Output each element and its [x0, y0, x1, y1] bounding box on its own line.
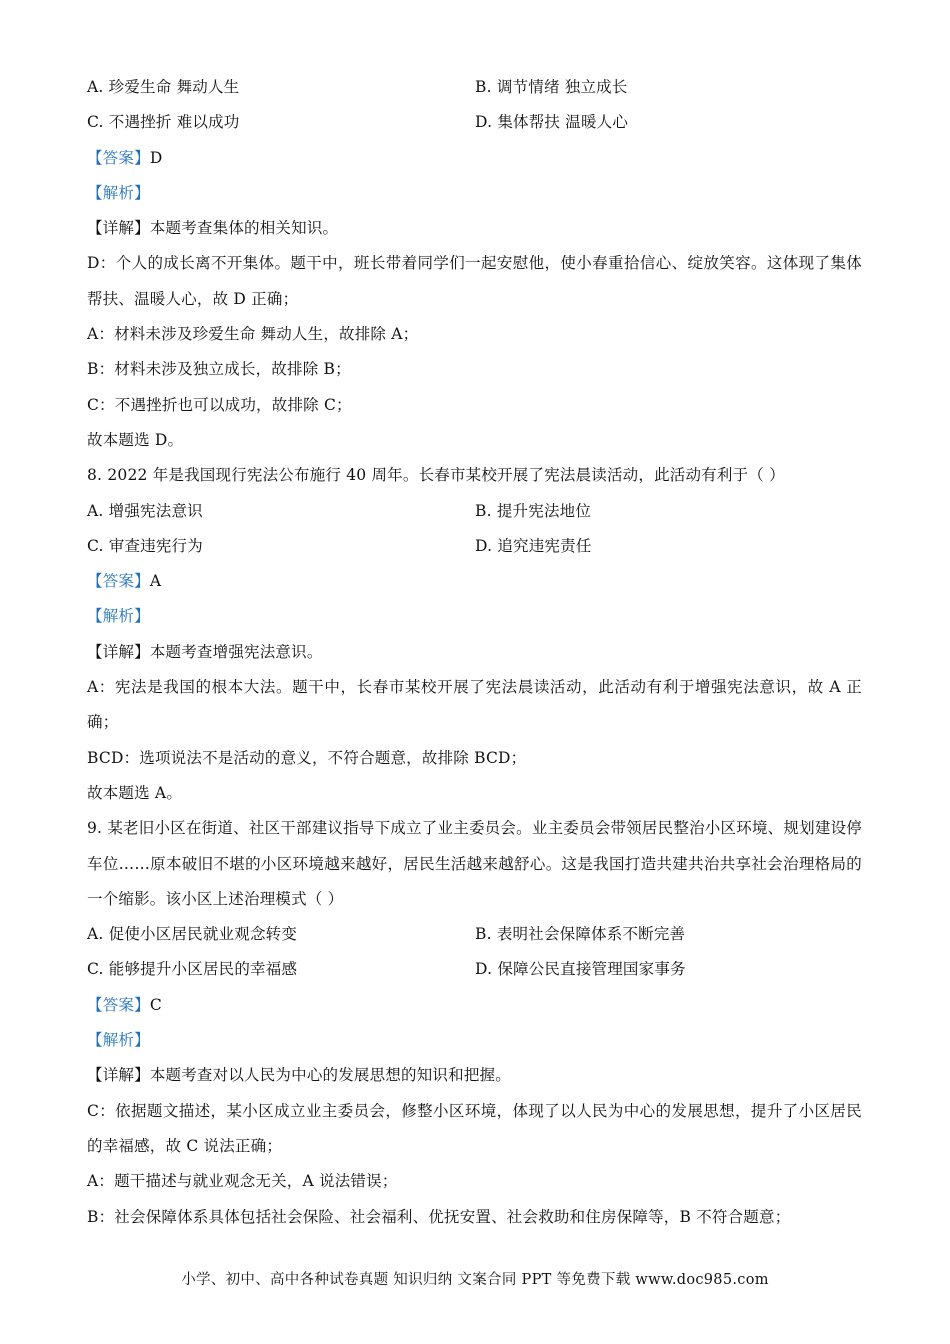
q8-option-d: D. 追究违宪责任: [475, 536, 592, 555]
q7-option-b: B. 调节情绪 独立成长: [475, 78, 628, 96]
analysis-tag: 【解析】: [87, 183, 150, 202]
q7-answer: [87, 141, 862, 176]
q9-option-a: A. 促使小区居民就业观念转变: [87, 925, 298, 944]
q7-option-d: D. 集体帮扶 温暖人心: [475, 113, 629, 132]
q7-explanation-c: C：不遇挫折也可以成功，故排除 C；: [87, 395, 352, 414]
q8-explanation-a: A：宪法是我国的根本大法。题干中，长春市某校开展了宪法晨读活动，此活动有利于增强宪法意识，故 A 正确；: [87, 678, 862, 732]
q9-option-b: B. 表明社会保障体系不断完善: [475, 925, 686, 944]
q7-explanation-b: B：材料未涉及独立成长，故排除 B；: [87, 360, 351, 379]
q9-detail: [87, 1058, 862, 1093]
q9-explanation-b: B：社会保障体系具体包括社会保险、社会福利、优抚安置、社会救助和住房保障等，B 不符合题意；: [87, 1207, 791, 1226]
q9-answer: [87, 988, 862, 1023]
q9-options-row-1: [87, 917, 862, 952]
q7-explanation-a: A：材料未涉及珍爱生命 舞动人生，故排除 A；: [87, 325, 419, 344]
detail-text: 本题考查增强宪法意识。: [149, 642, 323, 661]
answer-value: D: [149, 148, 163, 167]
detail-text: 本题考查集体的相关知识。: [149, 219, 339, 238]
q8-detail: [87, 635, 862, 670]
answer-value: C: [149, 995, 162, 1014]
q7-conclusion: 故本题选 D。: [87, 430, 184, 449]
q7-option-c: C. 不遇挫折 难以成功: [87, 113, 240, 132]
q9-analysis: [87, 1023, 862, 1058]
answer-tag: 【答案】: [87, 148, 150, 167]
q9-stem: 9. 某老旧小区在街道、社区干部建议指导下成立了业主委员会。业主委员会带领居民整治小区环境、规划建设停车位……原本破旧不堪的小区环境越来越好，居民生活越来越舒心。这是我国打造共建共治共享社会治理格局的一个缩影。该小区上述治理模式（ ）: [87, 819, 862, 908]
q8-options-row-1: [87, 494, 862, 529]
answer-tag: 【答案】: [87, 995, 150, 1014]
q8-stem: 8. 2022 年是我国现行宪法公布施行 40 周年。长春市某校开展了宪法晨读活动，此活动有利于（ ）: [87, 466, 785, 485]
q7-option-a: A. 珍爱生命 舞动人生: [87, 78, 240, 96]
q9-options-row-2: [87, 952, 862, 987]
detail-tag: 【详解】: [87, 1066, 150, 1085]
q9-option-c: C. 能够提升小区居民的幸福感: [87, 960, 298, 979]
answer-tag: 【答案】: [87, 572, 150, 591]
q7-explanation-d: D：个人的成长离不开集体。题干中，班长带着同学们一起安慰他，使小春重拾信心、绽放笑容。这体现了集体帮扶、温暖人心，故 D 正确；: [87, 254, 862, 308]
q8-option-b: B. 提升宪法地位: [475, 501, 592, 520]
analysis-tag: 【解析】: [87, 607, 150, 626]
q9-explanation-c: C：依据题文描述，某小区成立业主委员会，修整小区环境，体现了以人民为中心的发展思想，提升了小区居民的幸福感，故 C 说法正确；: [87, 1101, 862, 1155]
q8-conclusion: 故本题选 A。: [87, 783, 183, 802]
q7-analysis: [87, 176, 862, 211]
q8-explanation-bcd: BCD：选项说法不是活动的意义，不符合题意，故排除 BCD；: [87, 748, 527, 767]
q9-explanation-a: A：题干描述与就业观念无关，A 说法错误；: [87, 1172, 398, 1191]
detail-tag: 【详解】: [87, 219, 150, 238]
page-footer: 小学、初中、高中各种试卷真题 知识归纳 文案合同 PPT 等免费下载 www.doc985.com: [181, 1272, 769, 1288]
q8-options-row-2: [87, 529, 862, 564]
q8-option-c: C. 审查违宪行为: [87, 536, 203, 555]
detail-tag: 【详解】: [87, 642, 150, 661]
answer-value: A: [149, 572, 162, 591]
q8-option-a: A. 增强宪法意识: [87, 501, 203, 520]
detail-text: 本题考查对以人民为中心的发展思想的知识和把握。: [149, 1066, 511, 1085]
q7-detail: [87, 211, 862, 246]
q9-option-d: D. 保障公民直接管理国家事务: [475, 960, 686, 979]
document-page: [87, 70, 862, 1235]
q7-options-row-2: [87, 105, 862, 140]
q8-analysis: [87, 599, 862, 634]
q7-options-row-1: [87, 70, 862, 105]
analysis-tag: 【解析】: [87, 1031, 150, 1050]
q8-answer: [87, 564, 862, 599]
